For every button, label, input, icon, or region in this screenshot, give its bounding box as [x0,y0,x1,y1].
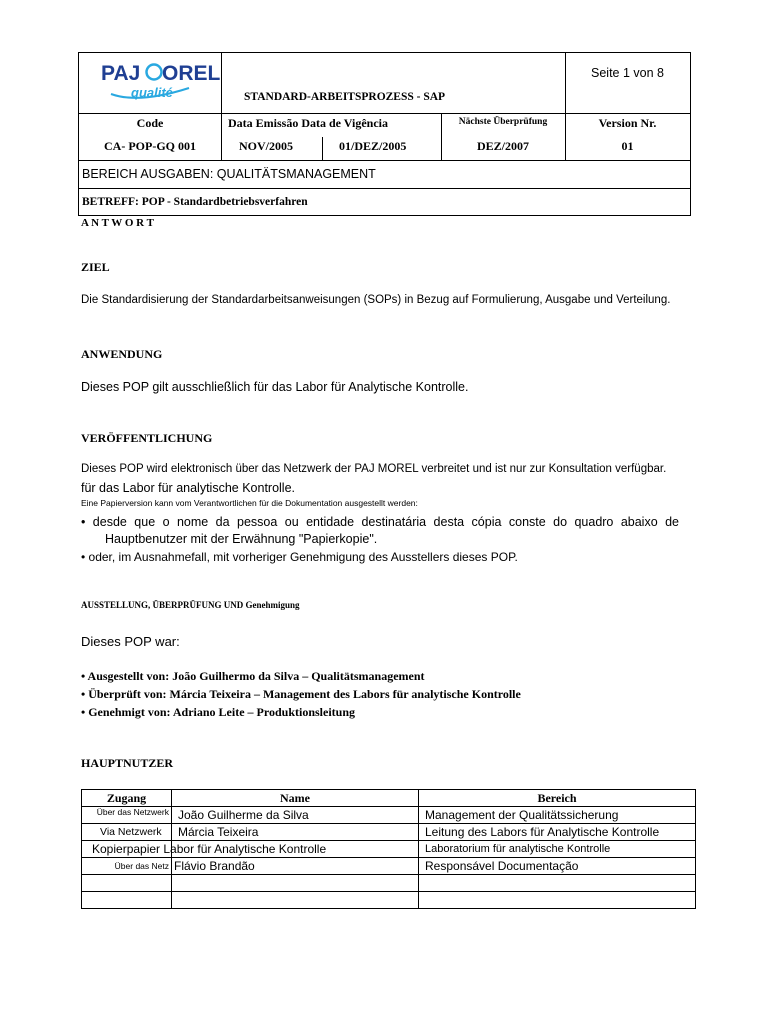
emission-date-value: NOV/2005 [239,139,293,153]
name-cell: João Guilherme da Silva [172,807,419,824]
area-cell: Responsável Documentação [419,858,696,875]
publication-heading: VERÖFFENTLICHUNG [81,431,213,445]
table-row [82,807,696,824]
table-row [82,875,696,892]
table-row [82,841,696,858]
divider [79,113,690,114]
access-cell [82,892,172,909]
name-cell [172,875,419,892]
divider [79,188,690,189]
process-title: STANDARD-ARBEITSPROZESS - SAP [244,91,446,103]
code-label: Code [136,116,164,130]
access-cell [82,841,327,858]
divider [322,137,323,160]
date-label: Data Emissão Data de Vigência [228,116,388,130]
reviewed-by: • Überprüft von: Márcia Teixeira – Management des Labors für analytische Kontrolle [81,687,521,701]
area-cell: Laboratorium für analytische Kontrolle [419,841,696,858]
area-cell: Leitung des Labors für Analytische Kontrolle [419,824,696,841]
issuance-heading: AUSSTELLUNG, ÜBERPRÜFUNG UND Genehmigung [81,600,300,610]
area-cell [419,892,696,909]
name-cell [172,892,419,909]
goal-heading: ZIEL [81,260,110,274]
divider [221,113,222,160]
goal-text: Die Standardisierung der Standardarbeitsanweisungen (SOPs) in Bezug auf Formulierung, Ausgabe und Verteilung. [81,294,671,306]
svg-text:qualité: qualité [131,85,173,100]
table-row [82,824,696,841]
next-review-value: DEZ/2007 [476,139,529,153]
main-users-heading: HAUPTNUTZER [81,756,174,770]
divider [221,53,222,113]
issuing-area: BEREICH AUSGABEN: QUALITÄTSMANAGEMENT [82,167,376,181]
approved-by: • Genehmigt von: Adriano Leite – Produktionsleitung [81,705,356,719]
issued-by: • Ausgestellt von: João Guilhermo da Silva – Qualitätsmanagement [81,669,425,683]
access-cell: Via Netzwerk [82,824,172,841]
access-text: Kopierpapier Labor für Analytische Kontrolle [92,842,327,856]
access-cell: Über das Netzwerk [82,807,172,824]
table-row [82,892,696,909]
access-cell [82,875,172,892]
column-header-name: Name [172,790,419,807]
issuance-intro: Dieses POP war: [81,634,180,649]
next-review-label: Nächste Überprüfung [458,117,548,127]
svg-text:OREL: OREL [162,62,221,85]
table-row [82,858,696,875]
logo-graphic [99,56,221,106]
publication-note: Eine Papierversion kann vom Verantwortlichen für die Dokumentation ausgestellt werden: [81,498,418,508]
column-header-access: Zugang [82,790,172,807]
main-users-table [81,789,696,909]
area-cell [419,875,696,892]
name-cell: Márcia Teixeira [172,824,419,841]
access-cell: Über das Netz [82,858,172,875]
answer-heading: A N T W O R T [81,217,154,229]
bullet-exception: • oder, im Ausnahmefall, mit vorheriger Genehmigung des Ausstellers dieses POP. [81,550,518,564]
area-cell: Management der Qualitätssicherung [419,807,696,824]
publication-text-1: Dieses POP wird elektronisch über das Netzwerk der PAJ MOREL verbreitet und ist nur zur Konsultation verfügbar. [81,463,667,475]
validity-date-value: 01/DEZ/2005 [339,139,407,153]
application-heading: ANWENDUNG [81,347,163,361]
code-value: CA- POP-GQ 001 [104,139,196,153]
version-label: Version Nr. [598,116,657,130]
bullet-distribution-cont: Hauptbenutzer mit der Erwähnung "Papierkopie". [105,532,378,546]
company-logo [99,56,221,106]
document-header-table [78,52,691,216]
subject: BETREFF: POP - Standardbetriebsverfahren [82,196,308,208]
application-text: Dieses POP gilt ausschließlich für das Labor für Analytische Kontrolle. [81,380,469,394]
table-header-row [82,790,696,807]
page-number: Seite 1 von 8 [591,66,664,80]
column-header-area: Bereich [419,790,696,807]
version-value: 01 [621,139,634,153]
divider [565,53,566,113]
publication-text-2: für das Labor für analytische Kontrolle. [81,481,296,495]
bullet-distribution: • desde que o nome da pessoa ou entidade destinatária desta cópia conste do quadro abaixo de [81,515,679,529]
name-cell: Flávio Brandão [172,858,419,875]
svg-text:PAJ: PAJ [101,62,141,85]
divider [79,160,690,161]
